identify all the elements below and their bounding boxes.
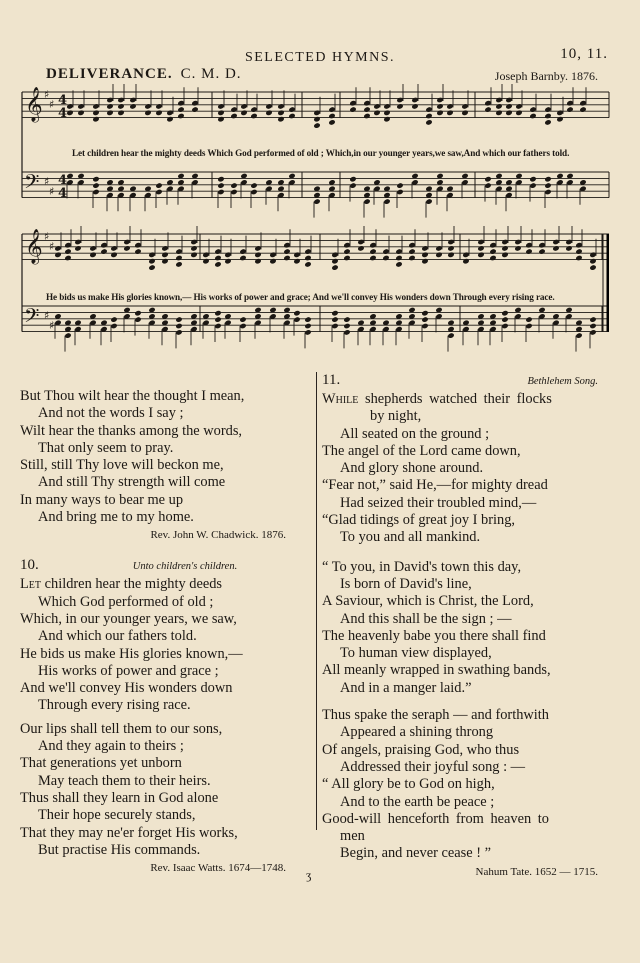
note-head [64, 255, 71, 261]
note-head [501, 245, 508, 251]
note-head [501, 252, 508, 258]
note-head [117, 103, 124, 109]
note-head [129, 103, 136, 109]
verse-line: All meanly wrapped in swathing bands, [322, 662, 551, 679]
verse-line: “Glad tidings of great joy I bring, [322, 512, 516, 529]
note-head [250, 113, 257, 119]
note-head [363, 106, 370, 112]
music-score [0, 84, 640, 354]
note-head [293, 310, 300, 316]
tune-meter: C. M. D. [180, 66, 242, 82]
verse-line: “ All glory be to God on high, [322, 776, 495, 793]
hymn-10-number: 10. [20, 557, 39, 574]
verse-line: Begin, and never cease ! ” [340, 845, 492, 862]
hymn-prev-stanza [20, 388, 310, 526]
note-head [383, 116, 390, 122]
sharp-sign: ♯ [44, 175, 50, 188]
note-head [217, 110, 224, 116]
note-head [484, 106, 491, 112]
note-head [525, 316, 532, 322]
note-head [214, 310, 221, 316]
note-head [328, 113, 335, 119]
note-head [313, 122, 320, 128]
note-head [254, 252, 261, 258]
note-head [92, 176, 99, 182]
hymn-11-stanza-2 [322, 559, 618, 697]
hymn-11-stanza-3 [322, 707, 618, 863]
note-head [556, 116, 563, 122]
note-head [589, 258, 596, 264]
note-head [175, 316, 182, 322]
note-head [230, 182, 237, 188]
note-head [92, 182, 99, 188]
sharp-sign: ♯ [44, 309, 50, 322]
note-head [166, 116, 173, 122]
note-head [92, 116, 99, 122]
note-head [304, 255, 311, 261]
note-head [529, 176, 536, 182]
verse-line: Their hope securely stands, [38, 807, 196, 824]
note-head [106, 110, 113, 116]
note-head [313, 116, 320, 122]
sharp-sign: ♯ [49, 319, 55, 332]
note-head [217, 116, 224, 122]
verse-line: And they again to theirs ; [38, 738, 184, 755]
verse-line: Of angels, praising God, who thus [322, 741, 520, 758]
note-head [269, 258, 276, 264]
hymn-prev-credit: Rev. John W. Chadwick. 1876. [150, 529, 286, 542]
hymn-10-stanza-2 [20, 721, 310, 859]
note-head [373, 110, 380, 116]
verse-line: May teach them to their heirs. [38, 772, 211, 789]
note-head [408, 248, 415, 254]
note-head [328, 119, 335, 125]
note-head [288, 113, 295, 119]
note-head [191, 106, 198, 112]
note-head [421, 310, 428, 316]
note-head [106, 103, 113, 109]
note-head [331, 310, 338, 316]
note-head [161, 258, 168, 264]
bass-clef: 𝄢 [24, 304, 40, 332]
time-signature: 4 [58, 106, 68, 121]
note-head [250, 182, 257, 188]
music-lyrics-line-2: He bids us make His glories known,— His works of power and grace; And we'll convey His wonders down Through every rising race. [46, 292, 555, 302]
sharp-sign: ♯ [49, 240, 55, 253]
music-lyrics-line-1: Let children hear the mighty deeds Which God performed of old ; Which,in our younger years,we saw,And which our fathers told. [72, 148, 570, 158]
note-head [544, 182, 551, 188]
note-head [343, 255, 350, 261]
verse-line: “ To you, in David's town this day, [322, 558, 522, 575]
note-head [447, 252, 454, 258]
note-head [202, 258, 209, 264]
verse-line: Addressed their joyful song : — [340, 758, 526, 775]
note-head [436, 110, 443, 116]
hymn-10-subtitle: Unto children's children. [132, 561, 238, 573]
note-head [304, 323, 311, 329]
tune-name: DELIVERANCE. [46, 66, 173, 82]
note-head [382, 255, 389, 261]
verse-line: Our lips shall tell them to our sons, [20, 720, 223, 737]
note-head [552, 245, 559, 251]
verse-line: And we'll convey His wonders down [20, 680, 233, 697]
bass-clef: 𝄢 [24, 170, 40, 198]
note-head [357, 245, 364, 251]
tune-title [46, 66, 242, 83]
note-head [66, 110, 73, 116]
note-head [565, 245, 572, 251]
note-head [190, 252, 197, 258]
note-head [396, 103, 403, 109]
note-head [331, 258, 338, 264]
note-head [92, 110, 99, 116]
note-head [304, 316, 311, 322]
time-signature: 4 [58, 93, 68, 108]
note-head [304, 261, 311, 267]
right-column [322, 372, 618, 878]
verse-line: And not the words I say ; [38, 405, 184, 422]
column-divider [316, 372, 317, 830]
verse-line: Appeared a shining throng [340, 724, 494, 741]
note-head [190, 245, 197, 251]
left-column [20, 388, 310, 874]
treble-clef: 𝄞 [25, 229, 43, 264]
running-title: SELECTED HYMNS. [244, 50, 396, 65]
note-head [515, 110, 522, 116]
verse-line: His works of power and grace ; [38, 662, 219, 679]
note-head [155, 182, 162, 188]
verse-line: Good-will henceforth from heaven to [322, 810, 549, 827]
note-head [484, 176, 491, 182]
hymn-10-credit: Rev. Isaac Watts. 1674—1748. [150, 862, 286, 875]
note-head [425, 113, 432, 119]
note-head [495, 103, 502, 109]
hymn-11-subtitle: Bethlehem Song. [527, 376, 598, 387]
hymn-10-stanza-1 [20, 576, 310, 714]
verse-line: That they may ne'er forget His works, [20, 824, 238, 841]
verse-line: Had seized their troubled mind,— [340, 494, 537, 511]
verse-line: Thus shall they learn in God alone [20, 789, 219, 806]
note-head [134, 310, 141, 316]
verse-line: While shepherds watched their flocks [322, 391, 552, 407]
note-head [77, 110, 84, 116]
note-head [495, 110, 502, 116]
verse-line: And still Thy strength will come [38, 474, 226, 491]
note-head [148, 258, 155, 264]
sharp-sign: ♯ [44, 230, 50, 243]
tune-composer: Joseph Barnby. 1876. [494, 69, 598, 83]
note-head [64, 248, 71, 254]
note-head [514, 245, 521, 251]
verse-line: by night, [370, 408, 422, 425]
note-head [421, 316, 428, 322]
note-head [277, 116, 284, 122]
hymn-11-stanza-1 [322, 391, 618, 547]
final-barline [607, 234, 610, 332]
verse-line: And this shall be the sign ; — [340, 610, 512, 627]
note-head [421, 258, 428, 264]
note-head [575, 255, 582, 261]
note-head [144, 110, 151, 116]
note-head [134, 248, 141, 254]
note-head [489, 255, 496, 261]
verse-line: Let children hear the mighty deeds [20, 576, 223, 593]
verse-line: Thus spake the seraph — and forthwith [322, 707, 549, 724]
page-number: 10, 11. [560, 46, 608, 62]
note-head [177, 113, 184, 119]
note-head [436, 103, 443, 109]
verse-line: To you and all mankind. [340, 529, 481, 546]
note-head [117, 110, 124, 116]
note-head [177, 106, 184, 112]
note-head [477, 245, 484, 251]
note-head [230, 113, 237, 119]
verse-line: He bids us make His glories known,— [20, 645, 243, 662]
note-head [293, 258, 300, 264]
note-head [74, 245, 81, 251]
verse-line: men [340, 828, 365, 845]
verse-line: Wilt hear the thanks among the words, [20, 422, 243, 439]
note-head [349, 176, 356, 182]
verse-line: And which our fathers told. [38, 628, 197, 645]
note-head [525, 248, 532, 254]
note-head [383, 110, 390, 116]
note-head [538, 248, 545, 254]
note-head [544, 119, 551, 125]
verse-line: The angel of the Lord came down, [322, 442, 521, 459]
note-head [148, 264, 155, 270]
note-head [544, 176, 551, 182]
note-head [589, 264, 596, 270]
note-head [411, 103, 418, 109]
note-head [425, 119, 432, 125]
verse-line: Through every rising race. [38, 697, 191, 714]
note-head [331, 316, 338, 322]
note-head [175, 255, 182, 261]
treble-clef: 𝄞 [25, 87, 43, 122]
note-head [283, 255, 290, 261]
note-head [408, 255, 415, 261]
note-head [175, 323, 182, 329]
verse-line: That generations yet unborn [20, 755, 182, 772]
note-head [155, 110, 162, 116]
note-head [265, 110, 272, 116]
note-head [579, 106, 586, 112]
note-head [462, 258, 469, 264]
note-head [240, 110, 247, 116]
note-head [529, 113, 536, 119]
note-head [369, 255, 376, 261]
note-head [343, 323, 350, 329]
verse-line: The heavenly babe you there shall find [322, 627, 546, 644]
verse-line: Still, still Thy love will beckon me, [20, 457, 224, 474]
note-head [421, 252, 428, 258]
hymn-11-heading [322, 372, 618, 389]
note-head [89, 252, 96, 258]
time-signature: 4 [58, 186, 68, 201]
note-head [214, 316, 221, 322]
note-head [395, 255, 402, 261]
note-head [363, 113, 370, 119]
note-head [54, 252, 61, 258]
note-head [161, 252, 168, 258]
note-head [489, 248, 496, 254]
footer-mark: ʒ [306, 868, 312, 882]
note-head [110, 316, 117, 322]
note-head [349, 106, 356, 112]
note-head [123, 245, 130, 251]
note-head [461, 110, 468, 116]
note-head [396, 182, 403, 188]
note-head [369, 248, 376, 254]
hymn-11-number: 11. [322, 372, 341, 388]
note-head [239, 316, 246, 322]
verse-line: To human view displayed, [340, 645, 492, 662]
verse-line: Which God performed of old ; [38, 593, 214, 610]
verse-line: But Thou wilt hear the thought I mean, [20, 388, 245, 404]
verse-line: That only seem to pray. [38, 439, 174, 456]
verse-line: “Fear not,” said He,—for mighty dread [322, 477, 548, 494]
verse-line: And to the earth be peace ; [340, 793, 495, 810]
note-head [343, 248, 350, 254]
sharp-sign: ♯ [44, 88, 50, 101]
verse-line: Which, in our younger years, we saw, [20, 610, 237, 627]
note-head [589, 316, 596, 322]
sharp-sign: ♯ [49, 98, 55, 111]
note-head [446, 110, 453, 116]
sharp-sign: ♯ [49, 185, 55, 198]
note-head [501, 310, 508, 316]
note-head [277, 110, 284, 116]
note-head [566, 106, 573, 112]
note-head [343, 316, 350, 322]
note-head [100, 248, 107, 254]
note-head [589, 323, 596, 329]
note-head [505, 110, 512, 116]
note-head [505, 103, 512, 109]
verse-line: A Saviour, which is Christ, the Lord, [322, 593, 534, 610]
note-head [395, 261, 402, 267]
time-signature: 4 [58, 173, 68, 188]
hymn-11-credit: Nahum Tate. 1652 — 1715. [475, 865, 598, 878]
note-head [239, 255, 246, 261]
note-head [217, 176, 224, 182]
note-head [217, 182, 224, 188]
note-head [447, 245, 454, 251]
note-head [331, 264, 338, 270]
note-head [224, 258, 231, 264]
note-head [544, 113, 551, 119]
verse-line: Is born of David's line, [340, 575, 472, 592]
note-head [283, 248, 290, 254]
note-head [575, 248, 582, 254]
note-head [214, 261, 221, 267]
verse-line: In many ways to bear me up [20, 491, 184, 508]
verse-line: And bring me to my home. [38, 509, 194, 526]
verse-line: All seated on the ground ; [340, 425, 490, 442]
verse-line: And in a manger laid.” [340, 679, 472, 696]
verse-line: But practise His commands. [38, 841, 201, 858]
note-head [254, 258, 261, 264]
note-head [110, 252, 117, 258]
verse-line: And glory shone around. [340, 460, 484, 477]
note-head [435, 252, 442, 258]
hymn-10-heading [20, 557, 310, 574]
note-head [175, 261, 182, 267]
note-head [477, 252, 484, 258]
note-head [501, 316, 508, 322]
note-head [214, 255, 221, 261]
